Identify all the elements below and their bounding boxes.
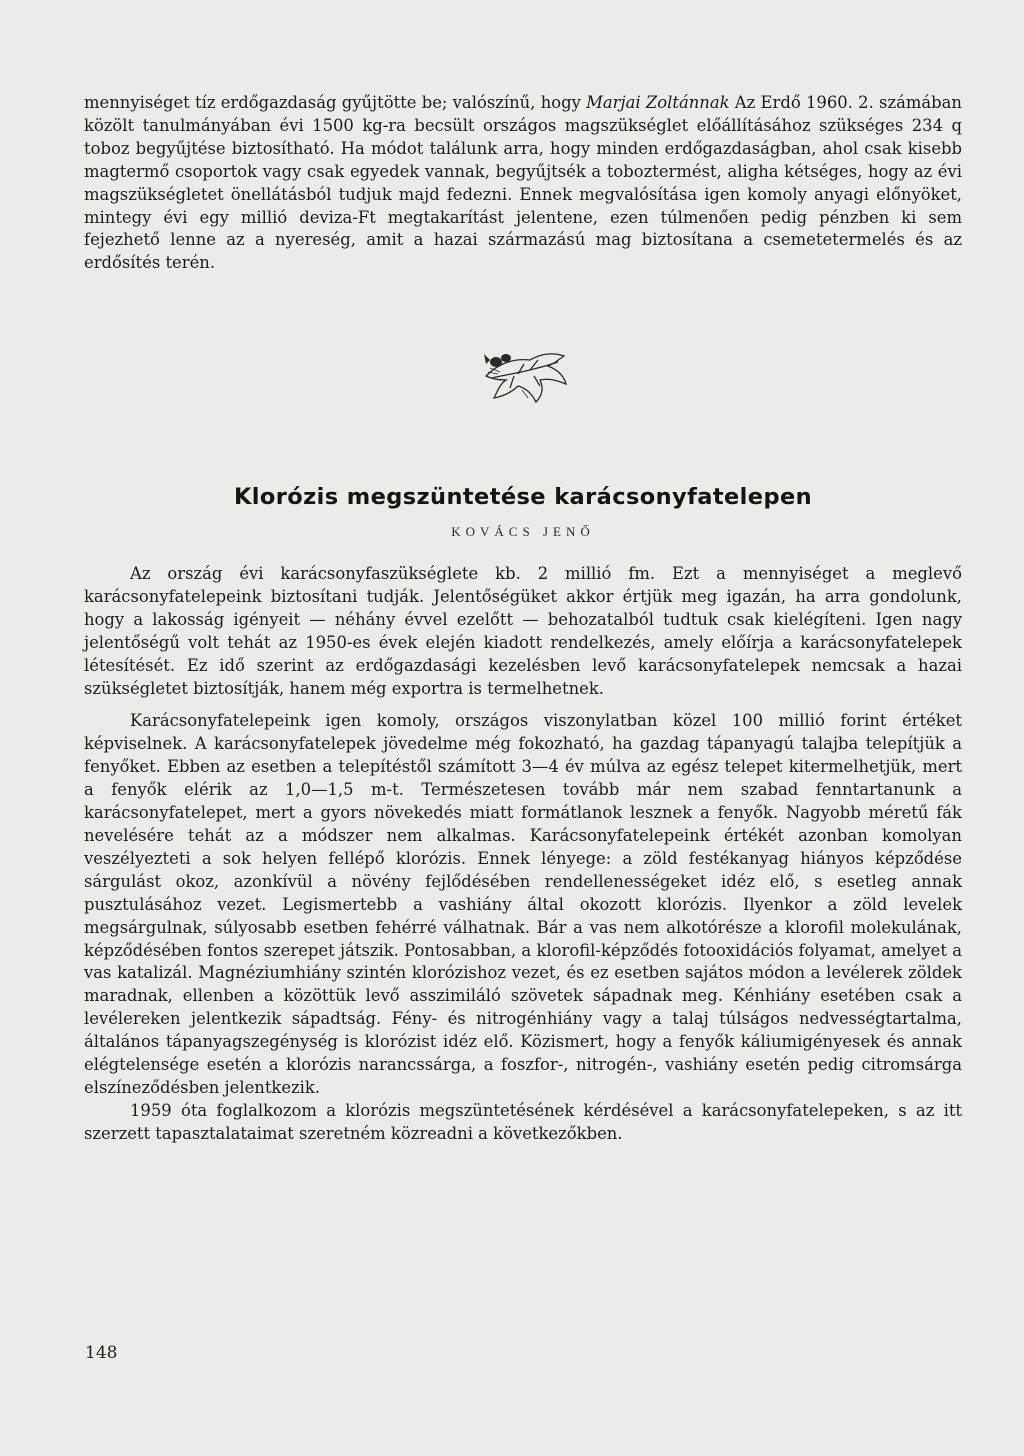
intro-text-end: Az Erdő 1960. 2. számában közölt tanulmányában évi 1500 kg-ra becsült országos magszükséglet előállításához szükséges 234 q toboz begyűjtése biztosítható. Ha módot találunk arra, hogy minden erdőgazdaságban, ahol csak kisebb magtermő csoportok vagy csak egyedek vannak, begyűjtsék a toboztermést, aligha kétséges, hogy az évi magszükségletet önellátásból tudjuk majd fedezni. Ennek megvalósítása igen komoly anyagi előnyöket, mintegy évi egy millió deviza-Ft megtakarítást jelentene, ezen túlmenően pedig pénzben ki sem fejezhető lenne az a nyereség, amit a hazai származású mag biztosítana a csemetetermelés és az erdősítés terén. xyxy=(84,93,962,273)
body-paragraph-2: Karácsonyfatelepeink igen komoly, országos viszonylatban közel 100 millió forint értéket képviselnek. A karácsonyfatelepek jövedelme még fokozható, ha gazdag tápanyagú talajba telepítjük a fenyőket. Ebben az esetben a telepítéstől számított 3—4 év múlva az egész telepet kitermelhetjük, mert a fenyők elérik az 1,0—1,5 m-t. Természetesen tovább már nem szabad fenntartanunk a karácsonyfatelepet, mert a gyors növekedés miatt formátlanok lesznek a fenyők. Nagyobb méretű fák nevelésére tehát az a módszer nem alkalmas. Karácsonyfatelepeink értékét azonban komolyan veszélyezteti a sok helyen fellépő klorózis. Ennek lényege: a zöld festékanyag hiányos képződése sárgulást okoz, azonkívül a növény fejlődésében rendellenességeket idéz elő, s esetleg annak pusztulásához vezet. Legismertebb a vashiány által okozott klorózis. Ilyenkor a zöld levelek megsárgulnak, súlyosabb esetben fehérré válhatnak. Bár a vas nem alkotórésze a klorofil molekulának, képződésében fontos szerepet játszik. Pontosabban, a klorofil-képződés fotooxidációs folyamat, amelyet a vas katalizál. Magnéziumhiány szintén klorózishoz vezet, és ez esetben sajátos módon a levélerek zöldek maradnak, ellenben a közöttük levő asszimiláló szövetek sápadnak meg. Kénhiány esetében csak a levélereken jelentkezik sápadtság. Fény- és nitrogénhiány vagy a talaj túlságos nedvességtartalma, általános tápanyagszegénység is klorózist idéz elő. Közismert, hogy a fenyők káliumigényesek és annak elégtelensége esetén a klorózis narancssárga, a foszfor-, nitrogén-, vashiány esetén pedig citromsárga elszíneződésben jelentkezik. xyxy=(84,711,962,1097)
intro-text-start: mennyiséget tíz erdőgazdaság gyűjtötte be; valószínű, hogy xyxy=(84,93,587,112)
intro-paragraph xyxy=(84,92,962,275)
body-paragraph-1: Az ország évi karácsonyfaszükséglete kb. 2 millió fm. Ezt a mennyiséget a meglevő karácsonyfatelepeink biztosítani tudják. Jelentőségüket akkor értjük meg igazán, ha arra gondolunk, hogy a lakosság igényeit — néhány évvel ezelőtt — behozatalból tudtuk csak kielégíteni. Igen nagy jelentőségű volt tehát az 1950-es évek elején kiadott rendelkezés, amely előírja a karácsonyfatelepek létesítését. Ez idő szerint az erdőgazdasági kezelésben levő karácsonyfatelepek nemcsak a hazai szükségletet biztosítják, hanem még exportra is termelhetnek. xyxy=(84,564,962,698)
page-number: 148 xyxy=(85,1343,118,1363)
article-body xyxy=(84,563,962,1146)
article-title: Klorózis megszüntetése karácsonyfatelepen xyxy=(233,484,813,510)
oak-leaf-acorn-ornament-icon xyxy=(478,346,574,406)
body-paragraph-3: 1959 óta foglalkozom a klorózis megszüntetésének kérdésével a karácsonyfatelepeken, s az itt szerzett tapasztalataimat szeretném közreadni a következőkben. xyxy=(84,1100,962,1143)
article-author: KOVÁCS JENŐ xyxy=(451,524,595,539)
author-reference: Marjai Zoltánnak xyxy=(586,93,730,112)
